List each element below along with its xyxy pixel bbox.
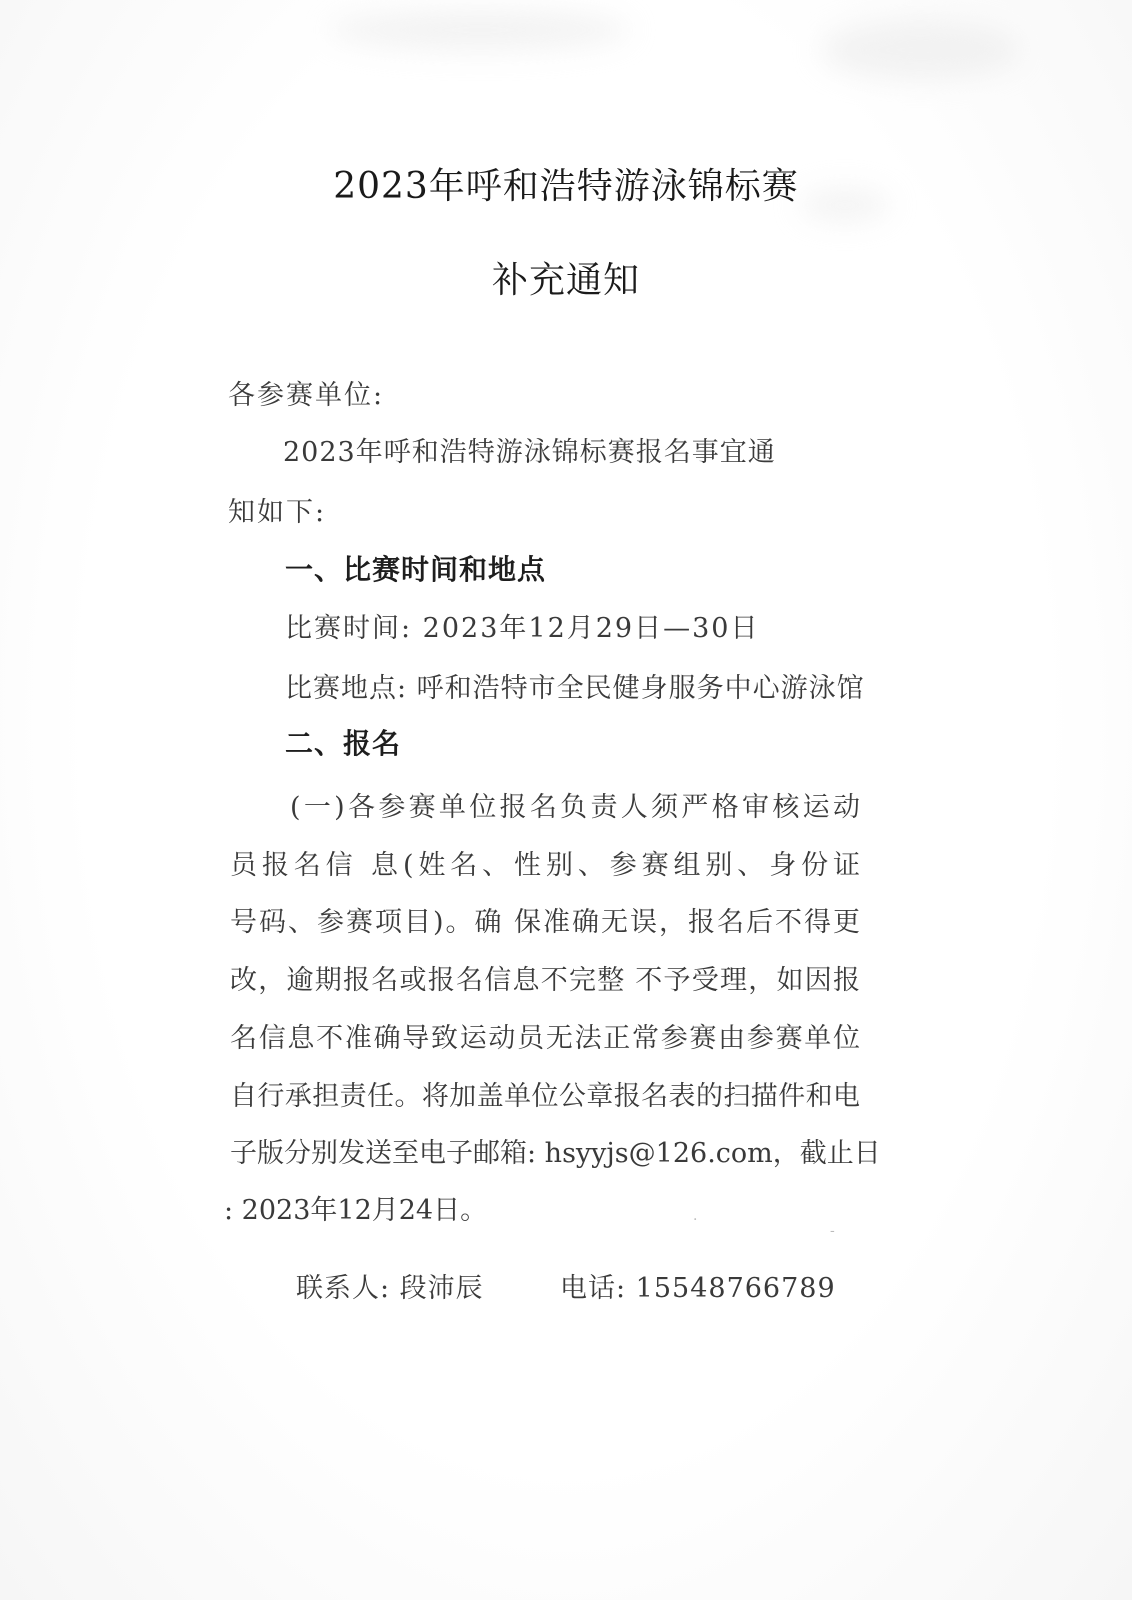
- registration-paragraph-line: 自行承担责任。将加盖单位公章报名表的扫描件和电: [230, 1081, 860, 1112]
- intro-line-1: 2023年呼和浩特游泳锦标赛报名事宜通: [283, 437, 776, 468]
- scan-speck: ·: [693, 1212, 698, 1228]
- registration-paragraph-line: 员报名信 息(姓名、性别、参赛组别、身份证: [230, 850, 860, 881]
- registration-paragraph-line: 号码、参赛项目)。确 保准确无误，报名后不得更: [230, 907, 860, 938]
- intro-line-2: 知如下:: [228, 497, 327, 528]
- registration-paragraph-line: : 2023年12月24日。: [224, 1195, 488, 1226]
- contact-phone: 电话: 15548766789: [560, 1273, 836, 1304]
- salutation: 各参赛单位:: [228, 380, 385, 411]
- competition-time: 比赛时间: 2023年12月29日—30日: [285, 613, 760, 644]
- competition-venue: 比赛地点: 呼和浩特市全民健身服务中心游泳馆: [285, 673, 865, 704]
- document-subtitle: 补充通知: [491, 260, 640, 301]
- scan-speck: -: [830, 1223, 835, 1239]
- registration-paragraph-line: (一)各参赛单位报名负责人须严格审核运动: [290, 792, 860, 823]
- scan-smudge: [330, 10, 630, 50]
- document-title: 2023年呼和浩特游泳锦标赛: [333, 166, 799, 207]
- section-2-heading: 二、报名: [285, 727, 402, 760]
- registration-paragraph-line: 名信息不准确导致运动员无法正常参赛由参赛单位: [230, 1023, 860, 1054]
- registration-paragraph-line: 改，逾期报名或报名信息不完整 不予受理，如因报: [230, 965, 860, 996]
- registration-paragraph-line: 子版分别发送至电子邮箱: hsyyjs@126.com，截止日: [230, 1138, 881, 1169]
- scan-smudge: [820, 20, 1020, 80]
- section-1-heading: 一、比赛时间和地点: [285, 553, 547, 586]
- contact-person: 联系人: 段沛辰: [296, 1273, 484, 1304]
